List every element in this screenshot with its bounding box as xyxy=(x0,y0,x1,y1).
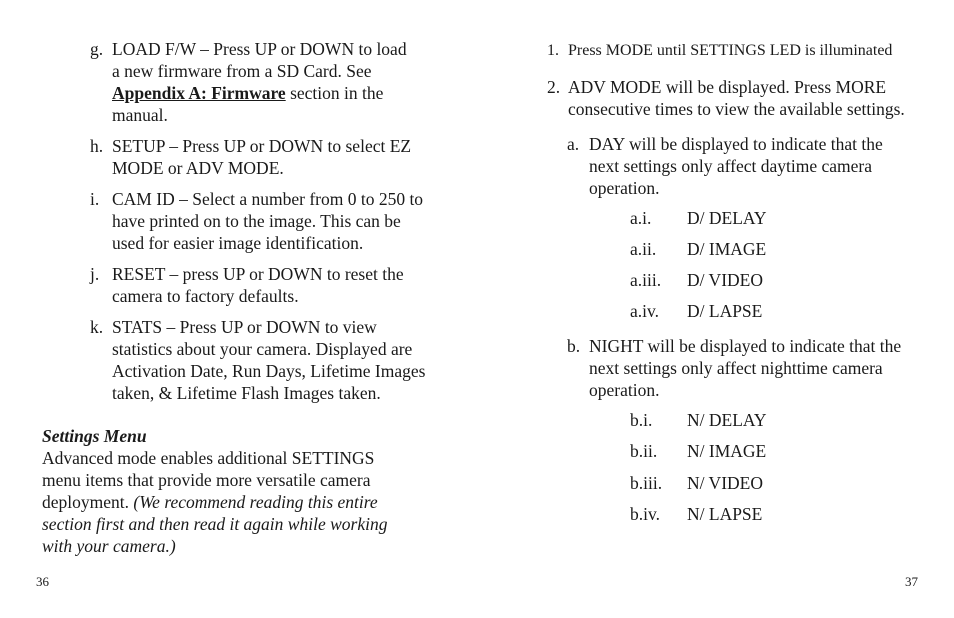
list-item-stats xyxy=(90,316,440,404)
setting-code: a.ii. xyxy=(630,239,657,259)
setting-name: D/ LAPSE xyxy=(687,301,763,321)
step-text: Press MODE until SETTINGS LED is illuminated xyxy=(568,42,893,59)
sub-item-night xyxy=(567,335,927,401)
sub-text: DAY will be displayed to indicate that the next settings only affect daytime camera operation. xyxy=(589,134,883,198)
list-item-load-fw xyxy=(90,38,430,126)
setting-code: b.ii. xyxy=(630,441,658,461)
setting-name: N/ VIDEO xyxy=(687,473,763,493)
step-text: ADV MODE will be displayed. Press MORE consecutive times to view the available settings. xyxy=(568,77,905,119)
sub-text: NIGHT will be displayed to indicate that the next settings only affect nighttime camera operation. xyxy=(589,336,902,400)
step-item-2 xyxy=(547,76,927,120)
item-label: g. xyxy=(90,39,104,59)
setting-code: a.iii. xyxy=(630,270,662,290)
appendix-firmware-link[interactable]: Appendix A: Firmware xyxy=(112,83,286,103)
item-text: RESET – press UP or DOWN to reset the camera to factory defaults. xyxy=(112,264,404,306)
sub-label: b. xyxy=(567,336,581,356)
setting-code: b.iii. xyxy=(630,473,663,493)
page-number-left: 36 xyxy=(36,574,49,589)
step-label: 2. xyxy=(547,77,561,97)
item-text: CAM ID – Select a number from 0 to 250 to have printed on to the image. This can be used for easier image identification. xyxy=(112,189,424,253)
list-item-reset xyxy=(90,263,430,307)
section-title: Settings Menu xyxy=(42,426,147,446)
right-page xyxy=(477,0,954,618)
item-label: k. xyxy=(90,317,104,337)
item-text: LOAD F/W – Press UP or DOWN to load a new firmware from a SD Card. See Appendix A: Firmware section in the manual. xyxy=(112,39,407,125)
list-item-cam-id xyxy=(90,188,430,254)
item-label: h. xyxy=(90,136,104,156)
item-label: j. xyxy=(90,264,100,284)
sub-item-day xyxy=(567,133,927,199)
setting-code: a.iv. xyxy=(630,301,659,321)
setting-name: D/ IMAGE xyxy=(687,239,767,259)
page-number-right: 37 xyxy=(905,574,918,589)
sub-label: a. xyxy=(567,134,580,154)
item-text: STATS – Press UP or DOWN to view statistics about your camera. Displayed are Activation Date, Run Days, Lifetime Images taken, & Lifetime Flash Images taken. xyxy=(112,317,426,403)
setting-name: N/ DELAY xyxy=(687,410,767,430)
setting-name: D/ DELAY xyxy=(687,208,767,228)
item-label: i. xyxy=(90,189,100,209)
setting-name: N/ IMAGE xyxy=(687,441,767,461)
item-text: SETUP – Press UP or DOWN to select EZ MODE or ADV MODE. xyxy=(112,136,412,178)
setting-code: b.iv. xyxy=(630,504,660,524)
section-note: (We recommend reading this entire section first and then read it again while working with your camera.) xyxy=(42,492,388,556)
section-body: Advanced mode enables additional SETTINGS menu items that provide more versatile camera deployment. (We recommend reading this entire section first and then read it again while working with your camera.) xyxy=(42,448,388,556)
setting-code: b.i. xyxy=(630,410,653,430)
step-label: 1. xyxy=(547,42,559,59)
step-item-1 xyxy=(547,40,927,62)
list-item-setup xyxy=(90,135,430,179)
setting-code: a.i. xyxy=(630,208,652,228)
setting-name: N/ LAPSE xyxy=(687,504,763,524)
setting-name: D/ VIDEO xyxy=(687,270,763,290)
settings-menu-section xyxy=(42,425,407,557)
